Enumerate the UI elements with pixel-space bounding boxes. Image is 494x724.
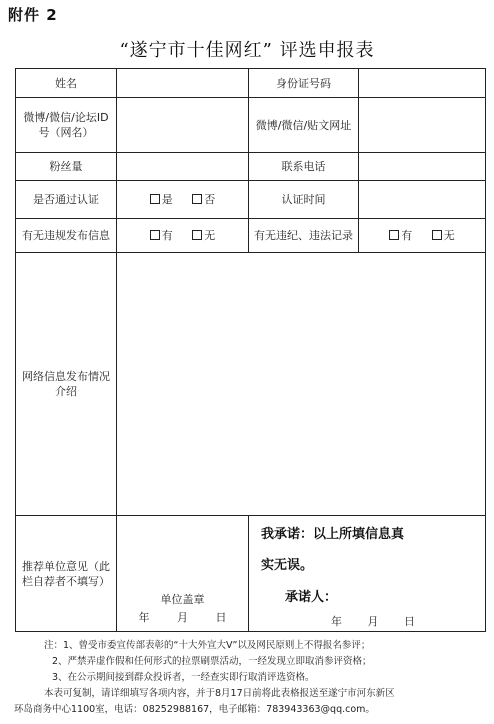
promise-text-cont: 实无误。	[261, 558, 314, 573]
certified-label: 是否通过认证	[16, 181, 117, 219]
id-label: 身份证号码	[249, 69, 359, 98]
account-label: 微博/微信/论坛ID号（网名）	[16, 98, 117, 153]
intro-label: 网络信息发布情况介绍	[16, 253, 117, 516]
violation-none-option[interactable]	[192, 228, 215, 243]
name-field[interactable]	[117, 69, 249, 98]
phone-field[interactable]	[359, 153, 486, 181]
application-form	[15, 68, 486, 632]
promiser-label: 承诺人：	[285, 590, 338, 605]
violation-have-option[interactable]	[150, 228, 173, 243]
yes-label: 是	[161, 193, 173, 206]
url-field[interactable]	[359, 98, 486, 153]
promise-box	[249, 516, 486, 632]
followers-label: 粉丝量	[16, 153, 117, 181]
certified-options	[117, 181, 249, 219]
illegal-label: 有无违纪、违法记录	[249, 219, 359, 253]
cert-time-field[interactable]	[359, 181, 486, 219]
checkbox-icon[interactable]	[150, 194, 160, 204]
no-label: 否	[204, 193, 216, 206]
note-line: 2、严禁弄虚作假和任何形式的拉票刷票活动，一经发现立即取消参评资格；	[52, 656, 372, 667]
illegal-options	[359, 219, 486, 253]
checkbox-icon[interactable]	[389, 230, 399, 240]
none-label: 无	[204, 229, 216, 242]
promise-text: 我承诺：以上所填信息真	[261, 527, 405, 542]
checkbox-icon[interactable]	[192, 230, 202, 240]
illegal-none-option[interactable]	[432, 228, 455, 243]
note-line: 环岛商务中心1100室，电话：08252988167，电子邮箱：783943363@qq.com。	[14, 704, 375, 715]
intro-field[interactable]	[117, 253, 486, 516]
checkbox-icon[interactable]	[150, 230, 160, 240]
have-label: 有	[161, 229, 173, 242]
seal-date: 年 月 日	[138, 611, 227, 624]
certified-no-option[interactable]	[192, 192, 215, 207]
certified-yes-option[interactable]	[150, 192, 173, 207]
note-line: 3、在公示期间接到群众投诉者，一经查实即行取消评选资格。	[52, 672, 315, 683]
recommend-label: 推荐单位意见（此栏自荐者不填写）	[16, 516, 117, 632]
phone-label: 联系电话	[249, 153, 359, 181]
name-label: 姓名	[16, 69, 117, 98]
illegal-have-option[interactable]	[389, 228, 412, 243]
recommend-field[interactable]	[117, 516, 249, 632]
cert-time-label: 认证时间	[249, 181, 359, 219]
followers-field[interactable]	[117, 153, 249, 181]
url-label: 微博/微信/贴文网址	[249, 98, 359, 153]
checkbox-icon[interactable]	[432, 230, 442, 240]
violation-options	[117, 219, 249, 253]
id-field[interactable]	[359, 69, 486, 98]
note-line: 注：1、曾受市委宣传部表彰的“十大外宣大V”以及网民原则上不得报名参评；	[44, 640, 371, 651]
seal-label: 单位盖章	[160, 593, 205, 606]
none-label: 无	[443, 229, 455, 242]
notes	[0, 638, 494, 718]
violation-label: 有无违规发布信息	[16, 219, 117, 253]
checkbox-icon[interactable]	[192, 194, 202, 204]
have-label: 有	[401, 229, 413, 242]
form-title: “遂宁市十佳网红” 评选申报表	[119, 40, 375, 61]
promise-date: 年 月 日	[331, 615, 415, 628]
note-line: 本表可复制，请详细填写各项内容，并于8月17日前将此表格报送至遂宁市河东新区	[44, 688, 395, 699]
attachment-label: 附件 2	[8, 6, 58, 24]
account-field[interactable]	[117, 98, 249, 153]
